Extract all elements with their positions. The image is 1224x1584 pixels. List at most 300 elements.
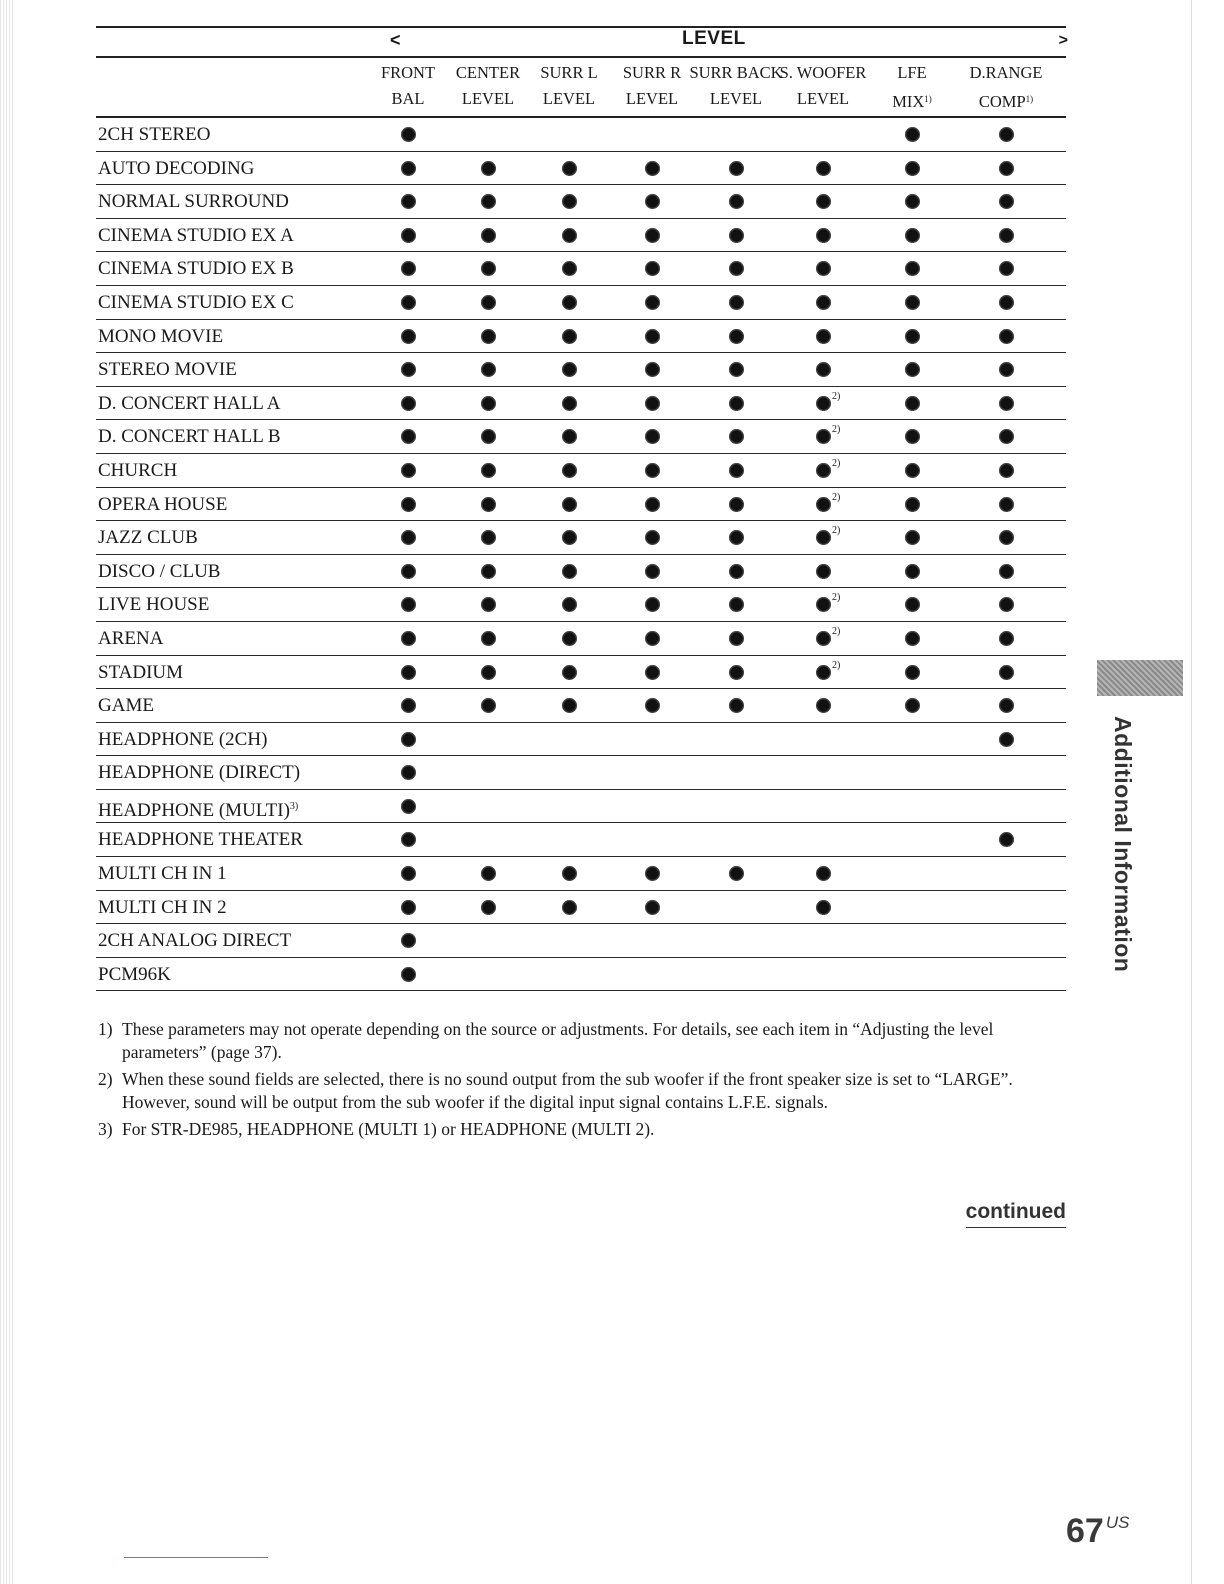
column-header-line2	[970, 86, 1043, 115]
availability-dot	[729, 194, 744, 209]
availability-dot	[729, 866, 744, 881]
page-number-suffix: US	[1105, 1513, 1130, 1532]
row-label-text: DISCO / CLUB	[98, 560, 221, 582]
row-label	[98, 189, 289, 215]
availability-dot	[481, 261, 496, 276]
footnote-number: 2)	[98, 1069, 113, 1089]
availability-dot	[905, 597, 920, 612]
availability-dot	[999, 832, 1014, 847]
availability-dot	[999, 497, 1014, 512]
row-label	[98, 693, 154, 719]
row-label-text: GAME	[98, 695, 154, 717]
availability-dot	[481, 698, 496, 713]
availability-dot	[905, 463, 920, 478]
availability-dot	[562, 564, 577, 579]
availability-dot	[816, 362, 831, 377]
availability-dot	[816, 530, 831, 545]
column-header-line2-text: LEVEL	[625, 89, 679, 108]
row-label	[98, 391, 281, 417]
column-header-line1: D.RANGE	[969, 63, 1043, 82]
availability-dot	[816, 463, 831, 478]
row-label-text: HEADPHONE (2CH)	[98, 728, 268, 750]
availability-dot	[816, 396, 831, 411]
availability-dot	[562, 194, 577, 209]
column-header	[892, 60, 932, 115]
availability-dot	[999, 261, 1014, 276]
availability-dot	[562, 429, 577, 444]
column-header-line2-text: COMP	[978, 92, 1026, 111]
row-label-text: HEADPHONE (MULTI)	[98, 799, 290, 821]
availability-dot	[729, 228, 744, 243]
row-label-text: LIVE HOUSE	[98, 594, 210, 616]
availability-dot	[905, 127, 920, 142]
availability-dot	[816, 866, 831, 881]
availability-dot	[481, 564, 496, 579]
dot-footnote-ref: 2)	[832, 390, 841, 402]
availability-dot	[401, 832, 416, 847]
row-label	[98, 223, 294, 249]
availability-dot	[481, 631, 496, 646]
scan-edge-artifact	[0, 0, 14, 1584]
availability-dot	[729, 295, 744, 310]
availability-dot	[729, 463, 744, 478]
availability-dot	[645, 497, 660, 512]
column-header-line1: LFE	[897, 63, 927, 82]
table-row	[96, 622, 1066, 656]
availability-dot	[562, 261, 577, 276]
section-side-label: Additional Information	[1110, 716, 1136, 973]
row-label-text: 2CH STEREO	[98, 124, 211, 145]
availability-dot	[645, 228, 660, 243]
availability-dot	[481, 228, 496, 243]
table-row	[96, 958, 1066, 992]
table-row	[96, 756, 1066, 790]
column-header-line2	[689, 86, 782, 112]
availability-dot	[999, 631, 1014, 646]
bottom-rule	[124, 1557, 268, 1558]
footnote-text: These parameters may not operate depending on the source or adjustments. For details, see each item in “Adjusting the level parameters” (page 37).	[122, 1019, 994, 1062]
availability-dot	[816, 597, 831, 612]
column-header-line2-text: LEVEL	[796, 89, 850, 108]
availability-dot	[645, 665, 660, 680]
row-label-text: MULTI CH IN 1	[98, 863, 227, 885]
table-row	[96, 555, 1066, 589]
row-label	[98, 827, 303, 853]
row-label	[98, 256, 294, 282]
dot-footnote-ref: 2)	[832, 424, 841, 436]
footnote-text: For STR-DE985, HEADPHONE (MULTI 1) or HEADPHONE (MULTI 2).	[122, 1119, 655, 1139]
table-row	[96, 790, 1066, 824]
row-label-text: OPERA HOUSE	[98, 493, 228, 515]
availability-dot	[905, 329, 920, 344]
dot-footnote-ref: 2)	[832, 457, 841, 469]
column-header	[970, 60, 1043, 115]
availability-dot	[562, 161, 577, 176]
table-row	[96, 152, 1066, 186]
availability-dot	[401, 161, 416, 176]
availability-dot	[905, 665, 920, 680]
row-label-text: STADIUM	[98, 661, 184, 683]
availability-dot	[729, 396, 744, 411]
availability-dot	[481, 161, 496, 176]
availability-dot	[816, 429, 831, 444]
table-row	[96, 387, 1066, 421]
availability-dot	[401, 194, 416, 209]
availability-dot	[816, 698, 831, 713]
availability-dot	[645, 564, 660, 579]
availability-dot	[401, 261, 416, 276]
availability-dot	[729, 665, 744, 680]
availability-dot	[816, 564, 831, 579]
availability-dot	[562, 597, 577, 612]
availability-dot	[999, 665, 1014, 680]
column-header	[623, 60, 681, 112]
availability-dot	[481, 900, 496, 915]
scan-edge-artifact-right	[1191, 0, 1192, 1584]
row-label-text: NORMAL SURROUND	[98, 191, 289, 213]
row-label-text: HEADPHONE (DIRECT)	[98, 762, 301, 784]
dot-footnote-ref: 2)	[832, 592, 841, 604]
availability-dot	[729, 631, 744, 646]
column-header-line2-text: LEVEL	[709, 89, 763, 108]
availability-dot	[401, 765, 416, 780]
row-label	[98, 794, 298, 824]
row-label-text: MONO MOVIE	[98, 325, 224, 347]
continued-label: continued	[966, 1200, 1066, 1228]
band-rule-bottom	[96, 56, 1066, 58]
availability-dot	[999, 295, 1014, 310]
row-label	[98, 122, 210, 148]
availability-dot	[481, 295, 496, 310]
row-label	[98, 626, 163, 652]
availability-dot	[645, 597, 660, 612]
availability-dot	[729, 597, 744, 612]
column-header	[381, 60, 435, 112]
footnotes	[96, 1018, 1056, 1145]
column-header-line2-text: BAL	[391, 89, 425, 108]
column-header-line2	[456, 86, 520, 112]
row-label	[98, 156, 254, 182]
row-label-text: D. CONCERT HALL B	[98, 426, 281, 448]
availability-dot	[645, 900, 660, 915]
row-label-footnote-ref: 3)	[289, 800, 299, 812]
table-row	[96, 320, 1066, 354]
availability-dot	[729, 261, 744, 276]
availability-dot	[562, 497, 577, 512]
availability-dot	[645, 295, 660, 310]
table-row	[96, 857, 1066, 891]
band-rule-top	[96, 26, 1066, 28]
row-label-text: 2CH ANALOG DIRECT	[98, 930, 292, 952]
availability-dot	[729, 698, 744, 713]
availability-dot	[481, 329, 496, 344]
table-row	[96, 118, 1066, 152]
availability-dot	[905, 564, 920, 579]
column-header-line1: SURR R	[622, 63, 682, 82]
table-row	[96, 891, 1066, 925]
availability-dot	[401, 933, 416, 948]
availability-dot	[905, 362, 920, 377]
availability-dot	[401, 665, 416, 680]
availability-dot	[999, 362, 1014, 377]
availability-dot	[481, 396, 496, 411]
row-label	[98, 962, 171, 988]
level-band	[96, 26, 1066, 56]
availability-dot	[905, 429, 920, 444]
dot-footnote-ref: 2)	[832, 525, 841, 537]
column-header-footnote-ref: 1)	[1025, 94, 1034, 104]
column-headers	[96, 60, 1066, 116]
availability-dot	[401, 631, 416, 646]
column-header-line1: S. WOOFER	[779, 63, 867, 82]
table-row	[96, 420, 1066, 454]
row-label	[98, 458, 177, 484]
availability-dot	[816, 900, 831, 915]
availability-dot	[816, 497, 831, 512]
availability-dot	[401, 127, 416, 142]
availability-dot	[999, 732, 1014, 747]
level-arrow-left: <	[390, 30, 401, 50]
row-label	[98, 424, 281, 450]
column-header-line2	[381, 86, 435, 112]
availability-dot	[905, 228, 920, 243]
availability-dot	[999, 530, 1014, 545]
table-row	[96, 823, 1066, 857]
row-label	[98, 928, 291, 954]
footnote-text: When these sound fields are selected, there is no sound output from the sub woofer if the front speaker size is set to “LARGE”. However, sound will be output from the sub woofer if the digital input signal contains L.F.E. signals.	[122, 1069, 1013, 1112]
row-label-text: JAZZ CLUB	[98, 527, 198, 549]
column-header-line1: FRONT	[380, 63, 436, 82]
footnote	[96, 1118, 1056, 1141]
availability-dot	[905, 161, 920, 176]
page-number	[1066, 1512, 1129, 1551]
table-row	[96, 252, 1066, 286]
table-row	[96, 185, 1066, 219]
availability-dot	[999, 698, 1014, 713]
availability-dot	[481, 497, 496, 512]
availability-dot	[645, 530, 660, 545]
row-label-text: ARENA	[98, 627, 164, 649]
row-label-text: MULTI CH IN 2	[98, 896, 227, 918]
dot-footnote-ref: 2)	[832, 625, 841, 637]
availability-dot	[401, 597, 416, 612]
availability-dot	[562, 362, 577, 377]
availability-dot	[562, 396, 577, 411]
availability-dot	[729, 362, 744, 377]
column-header-line1: SURR BACK	[689, 63, 783, 82]
availability-dot	[562, 631, 577, 646]
section-tab-marker	[1097, 660, 1183, 696]
availability-dot	[816, 161, 831, 176]
availability-dot	[562, 866, 577, 881]
availability-dot	[729, 161, 744, 176]
availability-dot	[481, 530, 496, 545]
availability-dot	[481, 362, 496, 377]
availability-dot	[999, 564, 1014, 579]
row-label	[98, 895, 227, 921]
table-row	[96, 924, 1066, 958]
availability-dot	[401, 463, 416, 478]
table-row	[96, 488, 1066, 522]
availability-dot	[562, 463, 577, 478]
footnote-number: 3)	[98, 1119, 113, 1139]
availability-dot	[999, 597, 1014, 612]
level-arrow-right: >	[1058, 32, 1068, 49]
footnote	[96, 1068, 1056, 1114]
column-header-line2-text: LEVEL	[461, 89, 515, 108]
row-label	[98, 290, 294, 316]
row-label-text: CINEMA STUDIO EX A	[98, 224, 294, 246]
column-header-line2	[892, 86, 932, 115]
table-row	[96, 656, 1066, 690]
availability-dot	[481, 597, 496, 612]
availability-dot	[562, 900, 577, 915]
availability-dot	[905, 396, 920, 411]
table-row	[96, 521, 1066, 555]
row-label-text: CHURCH	[98, 459, 178, 481]
row-label	[98, 861, 227, 887]
row-label	[98, 660, 183, 686]
availability-dot	[401, 866, 416, 881]
availability-dot	[401, 362, 416, 377]
row-label-text: CINEMA STUDIO EX B	[98, 258, 294, 280]
row-label-text: CINEMA STUDIO EX C	[98, 291, 294, 313]
row-label	[98, 592, 209, 618]
footnote-number: 1)	[98, 1019, 113, 1039]
column-header-line2	[540, 86, 597, 112]
availability-dot	[905, 194, 920, 209]
availability-dot	[401, 329, 416, 344]
availability-dot	[816, 329, 831, 344]
column-header-line2-text: MIX	[892, 92, 925, 111]
availability-dot	[729, 530, 744, 545]
table-row	[96, 286, 1066, 320]
row-label	[98, 727, 267, 753]
footnote	[96, 1018, 1056, 1064]
table-row	[96, 219, 1066, 253]
availability-dot	[816, 631, 831, 646]
row-label	[98, 492, 227, 518]
availability-dot	[816, 228, 831, 243]
availability-dot	[645, 194, 660, 209]
availability-dot	[645, 161, 660, 176]
row-label	[98, 760, 300, 786]
column-header-line1: SURR L	[540, 63, 598, 82]
availability-dot	[401, 497, 416, 512]
row-label-text: AUTO DECODING	[98, 157, 255, 179]
availability-dot	[401, 228, 416, 243]
availability-dot	[562, 530, 577, 545]
availability-dot	[401, 698, 416, 713]
column-header-line1: CENTER	[455, 63, 521, 82]
availability-dot	[401, 967, 416, 982]
column-header	[540, 60, 597, 112]
dot-footnote-ref: 2)	[832, 659, 841, 671]
column-header	[780, 60, 867, 112]
table-row	[96, 588, 1066, 622]
column-header-line2-text: LEVEL	[542, 89, 596, 108]
availability-dot	[562, 698, 577, 713]
level-title: LEVEL	[682, 28, 746, 49]
availability-dot	[401, 396, 416, 411]
availability-dot	[816, 194, 831, 209]
availability-dot	[481, 463, 496, 478]
availability-dot	[816, 665, 831, 680]
column-header-footnote-ref: 1)	[924, 94, 932, 104]
table-row	[96, 353, 1066, 387]
row-label	[98, 559, 220, 585]
availability-dot	[999, 127, 1014, 142]
availability-dot	[401, 530, 416, 545]
availability-dot	[401, 295, 416, 310]
availability-dot	[481, 866, 496, 881]
row-label	[98, 357, 237, 383]
availability-dot	[645, 698, 660, 713]
availability-dot	[729, 329, 744, 344]
availability-dot	[999, 429, 1014, 444]
column-header-line2	[780, 86, 867, 112]
availability-dot	[999, 463, 1014, 478]
availability-dot	[481, 194, 496, 209]
availability-dot	[816, 261, 831, 276]
dot-footnote-ref: 2)	[832, 491, 841, 503]
availability-dot	[645, 362, 660, 377]
availability-dot	[645, 631, 660, 646]
availability-dot	[645, 866, 660, 881]
availability-dot	[645, 329, 660, 344]
column-header	[689, 60, 782, 112]
availability-dot	[481, 429, 496, 444]
availability-dot	[401, 900, 416, 915]
availability-dot	[905, 497, 920, 512]
availability-dot	[729, 497, 744, 512]
page-number-value: 67	[1066, 1512, 1104, 1550]
availability-dot	[401, 799, 416, 814]
availability-dot	[729, 564, 744, 579]
row-label	[98, 525, 198, 551]
table-row	[96, 723, 1066, 757]
availability-dot	[905, 698, 920, 713]
row-label-text: HEADPHONE THEATER	[98, 829, 303, 851]
row-label-text: STEREO MOVIE	[98, 359, 237, 381]
table-row	[96, 689, 1066, 723]
availability-dot	[729, 429, 744, 444]
row-label	[98, 324, 223, 350]
column-header	[456, 60, 520, 112]
availability-dot	[905, 631, 920, 646]
availability-dot	[645, 463, 660, 478]
availability-dot	[999, 228, 1014, 243]
availability-dot	[401, 429, 416, 444]
availability-dot	[645, 429, 660, 444]
availability-dot	[816, 295, 831, 310]
row-label-text: D. CONCERT HALL A	[98, 392, 281, 414]
availability-dot	[401, 564, 416, 579]
availability-dot	[645, 396, 660, 411]
availability-dot	[562, 665, 577, 680]
availability-dot	[999, 161, 1014, 176]
availability-dot	[562, 329, 577, 344]
availability-dot	[562, 295, 577, 310]
availability-dot	[645, 261, 660, 276]
availability-dot	[481, 665, 496, 680]
availability-dot	[905, 261, 920, 276]
availability-dot	[562, 228, 577, 243]
row-label-text: PCM96K	[98, 963, 171, 985]
availability-dot	[999, 329, 1014, 344]
column-header-line2	[623, 86, 681, 112]
availability-dot	[999, 396, 1014, 411]
